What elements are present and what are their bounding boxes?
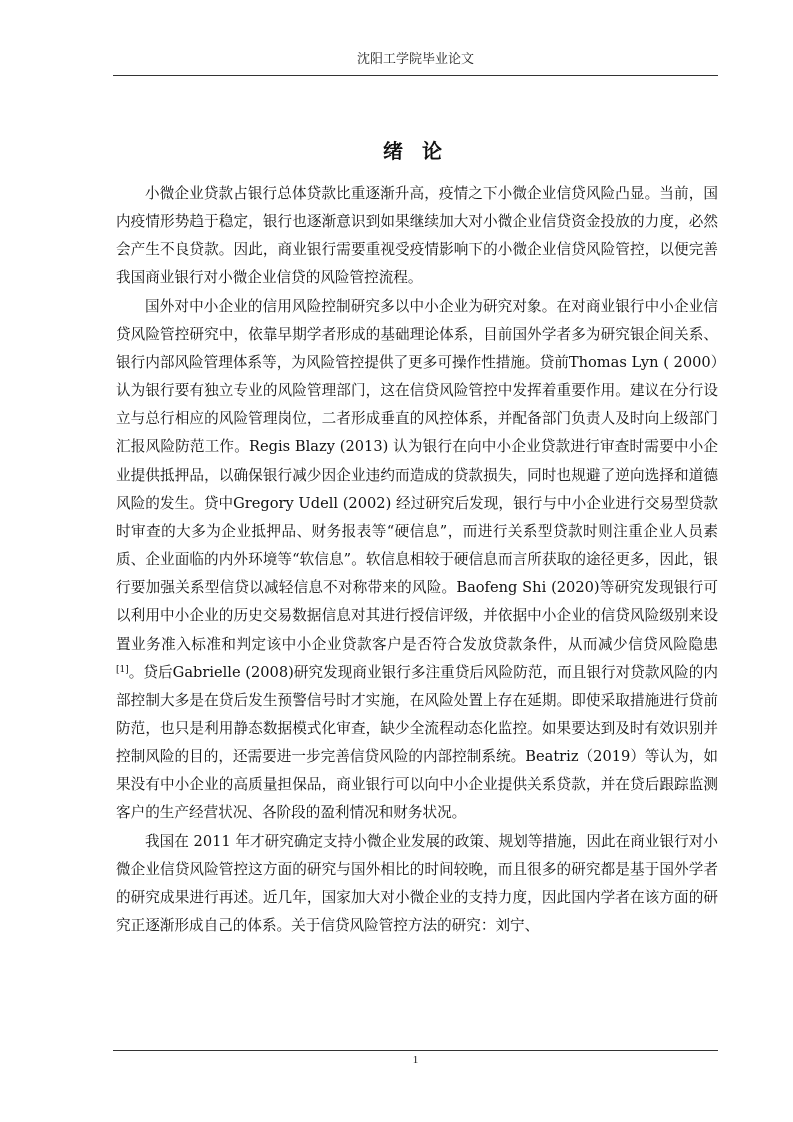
page-number: 1 (412, 1054, 419, 1066)
footer-divider (113, 1050, 718, 1051)
paragraph-1: 小微企业贷款占银行总体贷款比重逐渐升高，疫情之下小微企业信贷风险凸显。当前，国内疫情形势趋于稳定，银行也逐渐意识到如果继续加大对小微企业信贷资金投放的力度，必然会产生不良贷款。因此，商业银行需要重视受疫情影响下的小微企业信贷风险管控，以便完善我国商业银行对小微企业信贷的风险管控流程。 (116, 185, 718, 287)
paragraph-2-text-after-citation: 。贷后Gabrielle (2008)研究发现商业银行多注重贷后风险防范，而且银行对贷款风险的内部控制大多是在贷后发生预警信号时才实施，在风险处置上存在延期。即使采取措施进行贷前防范，也只是利用静态数据模式化审查，缺少全流程动态化监控。如果要达到及时有效识别并控制风险的目的，还需要进一步完善信贷风险的内部控制系统。Beatriz（2019）等认为，如果没有中小企业的高质量担保品，商业银行可以向中小企业提供关系贷款，并在贷后跟踪监测客户的生产经营状况、各阶段的盈利情况和财务状况。 (116, 663, 718, 822)
paragraph-3: 我国在 2011 年才研究确定支持小微企业发展的政策、规划等措施，因此在商业银行对小微企业信贷风险管控这方面的研究与国外相比的时间较晚，而且很多的研究都是基于国外学者的研究成果进行再述。近几年，国家加大对小微企业的支持力度，因此国内学者在该方面的研究正逐渐形成自己的体系。关于信贷风险管控方法的研究：刘宁、 (116, 832, 718, 935)
running-header: 沈阳工学院毕业论文 (356, 52, 474, 67)
paragraph-2-text-before-citation: 国外对中小企业的信用风险控制研究多以中小企业为研究对象。在对商业银行中小企业信贷风险管控研究中，依靠早期学者形成的基础理论体系，目前国外学者多为研究银企间关系、银行内部风险管理体系等，为风险管控提供了更多可操作性措施。贷前Thomas Lyn ( 2000）认为银行要有独立专业的风险管理部门，这在信贷风险管控中发挥着重要作用。建议在分行设立与总行相应的风险管理岗位，二者形成垂直的风控体系，并配备部门负责人及时向上级部门汇报风险防范工作。Regis Blazy (2013) 认为银行在向中小企业贷款进行审查时需要中小企业提供抵押品，以确保银行减少因企业违约而造成的贷款损失，同时也规避了逆向选择和道德风险的发生。贷中Gregory Udell (2002) 经过研究后发现，银行与中小企业进行交易型贷款时审查的大多为企业抵押品、财务报表等“硬信息”，而进行关系型贷款时则注重企业人员素质、企业面临的内外环境等“软信息”。软信息相较于硬信息而言所获取的途径更多，因此，银行要加强关系型信贷以减轻信息不对称带来的风险。Baofeng Shi (2020)等研究发现银行可以利用中小企业的历史交易数据信息对其进行授信评级，并依据中小企业的信贷风险级别来设置业务准入标准和判定该中小企业贷款客户是否符合发放贷款条件，从而减少信贷风险隐患 (116, 297, 718, 653)
header-divider (113, 75, 718, 76)
section-title: 绪 论 (383, 139, 448, 163)
paragraph-2 (116, 293, 718, 828)
body-text (116, 180, 718, 940)
citation-marker: [1] (116, 664, 129, 675)
